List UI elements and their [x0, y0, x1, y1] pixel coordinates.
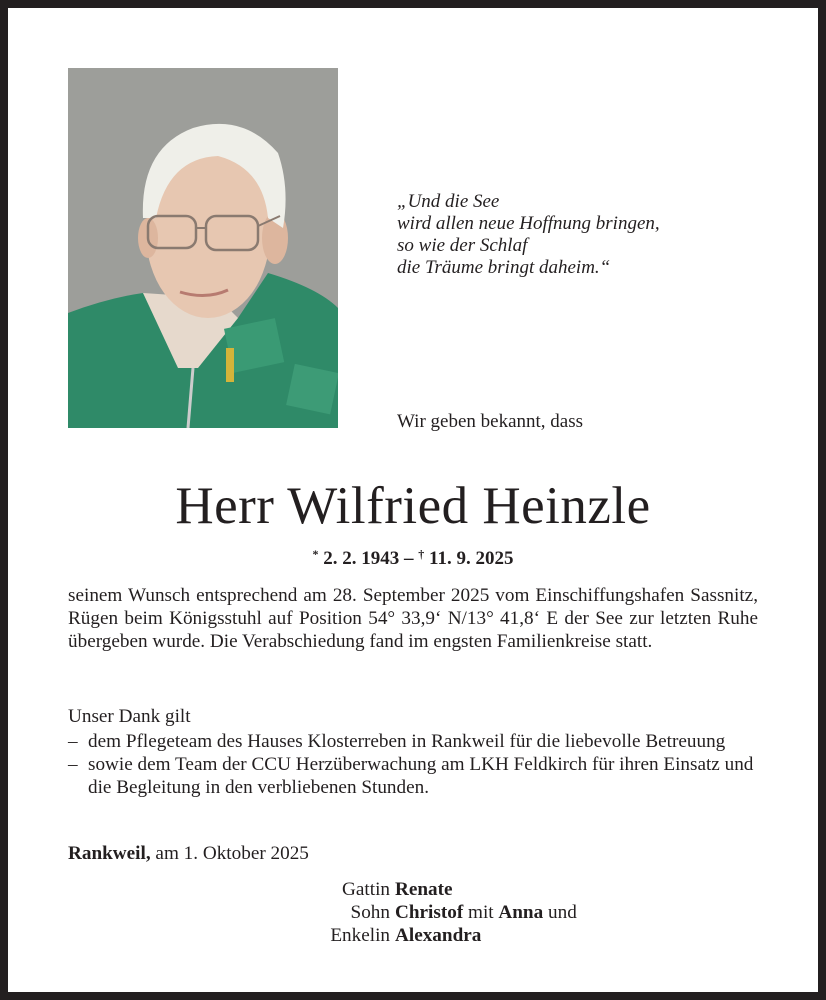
- date-separator: –: [399, 548, 419, 569]
- family-row: [298, 901, 577, 924]
- portrait-image: [68, 68, 338, 428]
- family-signatures: [298, 878, 577, 947]
- family-row: [298, 924, 577, 947]
- quote-line: wird allen neue Hoffnung bringen,: [397, 213, 660, 234]
- family-name: Christof: [395, 902, 464, 923]
- quote-line: „Und die See: [397, 191, 500, 212]
- thanks-heading: Unser Dank gilt: [68, 706, 191, 727]
- thanks-item-text: dem Pflegeteam des Hauses Klosterreben in Rankweil für die liebevolle Betreuung: [88, 731, 726, 752]
- family-name: Alexandra: [395, 925, 482, 946]
- date: am 1. Oktober 2025: [155, 843, 309, 864]
- announcement-intro: Wir geben bekannt, dass: [397, 411, 584, 432]
- birth-date: 2. 2. 1943: [323, 548, 400, 569]
- birth-symbol: *: [312, 547, 319, 561]
- family-connector: und: [543, 902, 577, 923]
- family-role: Enkelin: [330, 925, 390, 946]
- deceased-name: Herr Wilfried Heinzle: [175, 477, 651, 535]
- family-role: Sohn: [350, 902, 390, 923]
- quote-line: so wie der Schlaf: [397, 235, 528, 256]
- thanks-list: [68, 730, 758, 799]
- dash-bullet: –: [68, 731, 78, 752]
- dash-bullet: –: [68, 754, 78, 775]
- memorial-quote: [397, 191, 660, 279]
- thanks-item-text: sowie dem Team der CCU Herzüberwachung am LKH Feldkirch für ihren Einsatz und die Begleitung in den verbliebenen Stunden.: [88, 754, 754, 798]
- death-date: 11. 9. 2025: [429, 548, 514, 569]
- list-item: [68, 753, 758, 799]
- list-item: [68, 730, 758, 753]
- place: Rankweil,: [68, 843, 151, 864]
- family-connector: mit: [463, 902, 499, 923]
- obituary-notice: [8, 8, 818, 992]
- family-role: Gattin: [342, 879, 390, 900]
- family-name: Anna: [498, 902, 544, 923]
- quote-line: die Träume bringt daheim.“: [397, 257, 611, 278]
- life-dates: [8, 542, 818, 571]
- portrait-photo: [68, 68, 338, 428]
- death-symbol: †: [418, 547, 425, 561]
- thanks-section: [68, 705, 758, 799]
- family-name: Renate: [395, 879, 453, 900]
- place-and-date: [68, 842, 309, 866]
- body-paragraph: seinem Wunsch entsprechend am 28. September 2025 vom Einschiffungshafen Sassnitz, Rügen beim Königsstuhl auf Position 54° 33,9‘ N/13° 41,8‘ E der See zur letzten Ruhe übergeben wurde. Die Verabschiedung fand im engsten Familienkreise statt.: [68, 585, 758, 652]
- family-row: [298, 878, 577, 901]
